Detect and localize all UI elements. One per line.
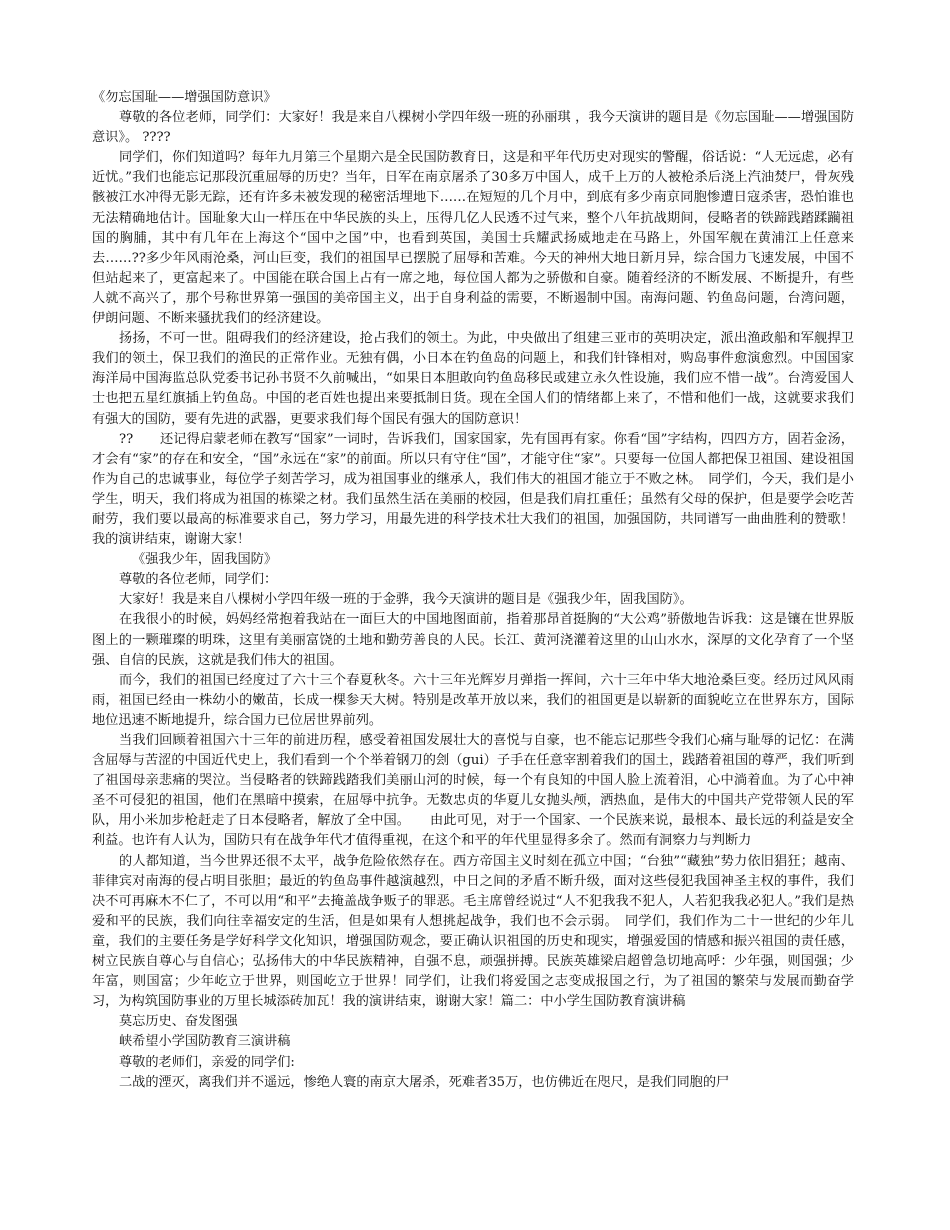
speech1-body-paragraph: 扬扬，不可一世。阻碍我们的经济建设，抢占我们的领土。为此，中央做出了组建三亚市的英明决定，派出渔政船和军舰捍卫我们的领土，保卫我们的渔民的正常作业。无独有偶，小日本在钓鱼岛的问题上，和我们针锋相对，购岛事件愈演愈烈。中国国家海洋局中国海监总队党委书记孙书贤不久前喊出，“如果日本胆敢向钓鱼岛移民或建立永久性设施，我们应不惜一战”。台湾爱国人士也把五星红旗插上钓鱼岛。中国的老百姓也提出来要抵制日货。现在全国人们的情绪都上来了，不惜和他们一战，这就要求我们有强大的国防，要有先进的武器，更要求我们每个国民有强大的国防意识！	[92, 331, 854, 427]
speech3-subtitle: 峡希望小学国防教育三演讲稿	[119, 1034, 291, 1050]
speech2-body-paragraph: 当我们回顾着祖国六十三年的前进历程，感受着祖国发展壮大的喜悦与自豪，也不能忘记那些令我们心痛与耻辱的记忆：在满含屈辱与苦涩的中国近代史上，我们看到一个个举着钢刀的刽（gui）子手在任意宰割着我们的国土，践踏着祖国的尊严，我们听到了祖国母亲悲痛的哭泣。当侵略者的铁蹄践踏我们美丽山河的时候，每一个有良知的中国人脸上流着泪，心中淌着血。为了心中神圣不可侵犯的祖国，他们在黑暗中摸索，在屈辱中抗争。无数忠贞的华夏儿女抛头颅，洒热血，是伟大的中国共产党带领人民的军队，用小米加步枪赶走了日本侵略者，解放了全中国。 由此可见，对于一个国家、一个民族来说，最根本、最长远的利益是安全利益。也许有人认为，国防只有在战争年代才值得重视，在这个和平的年代里显得多余了。然而有洞察力与判断力	[92, 733, 854, 849]
speech1-greeting-paragraph: 尊敬的各位老师，同学们：大家好！我是来自八棵树小学四年级一班的孙丽琪 ，我今天演讲的题目是《勿忘国耻——增强国防意识》。 ????	[92, 110, 854, 146]
speech2-body-paragraph: 而今，我们的祖国已经度过了六十三个春夏秋冬。六十三年光辉岁月弹指一挥间，六十三年中华大地沧桑巨变。经历过风风雨雨，祖国已经由一株幼小的嫩苗，长成一棵参天大树。特别是改革开放以来，我们的祖国更是以崭新的面貌屹立在世界东方，国际地位迅速不断地提升，综合国力已位居世界前列。	[92, 672, 854, 728]
speech2-salutation: 尊敬的各位老师，同学们：	[119, 572, 278, 588]
speech2-title: 《强我少年，固我国防》	[132, 552, 278, 568]
speech1-body-paragraph: 同学们，你们知道吗？每年九月第三个星期六是全民国防教育日，这是和平年代历史对现实的警醒，俗话说：“人无远虑，必有近忧。”我们也能忘记那段沉重屈辱的历史？当年，日军在南京屠杀了30多万中国人，成千上万的人被枪杀后浇上汽油焚尸，骨灰残骸被江水冲得无影无踪，还有许多未被发现的秘密活埋地下……在短短的几个月中，到底有多少南京同胞惨遭日寇杀害，恐怕谁也无法精确地估计。国耻象大山一样压在中华民族的头上，压得几亿人民透不过气来，整个八年抗战期间，侵略者的铁蹄践踏蹂躏祖国的胸脯，其中有几年在上海这个“国中之国”中，也看到英国，美国士兵耀武扬威地走在马路上，外国军舰在黄浦江上任意来去……??多少年风雨沧桑，河山巨变，我们的祖国早已摆脱了屈辱和苦难。今天的神州大地日新月异，综合国力飞速发展，中国不但站起来了，更富起来了。中国能在联合国上占有一席之地，每位国人都为之骄傲和自豪。随着经济的不断发展、不断提升，有些人就不高兴了，那个号称世界第一强国的美帝国主义，出于自身利益的需要，不断遏制中国。南海问题、钓鱼岛问题，台湾问题，伊朗问题、不断来骚扰我们的经济建设。	[92, 150, 854, 327]
speech2-intro-paragraph: 大家好！我是来自八棵树小学四年级一班的于金骅，我今天演讲的题目是《强我少年，固我国防》。	[119, 592, 693, 608]
speech3-body-paragraph: 二战的湮灭，离我们并不遥远，惨绝人寰的南京大屠杀，死难者35万，也仿佛近在咫尺，是我们同胞的尸	[119, 1074, 730, 1090]
speech1-title: 《勿忘国耻——增强国防意识》	[92, 90, 277, 105]
speech3-salutation: 尊敬的老师们，亲爱的同学们:	[119, 1054, 295, 1070]
speech3-title: 莫忘历史、奋发图强	[119, 1014, 238, 1030]
speech2-closing-paragraph: 的人都知道，当今世界还很不太平，战争危险依然存在。西方帝国主义时刻在孤立中国；“台独”“藏独”势力依旧猖狂；越南、菲律宾对南海的侵占明目张胆；最近的钓鱼岛事件越演越烈，中日之间的矛盾不断升级，面对这些侵犯我国神圣主权的事件，我们决不可再麻木不仁了，不可以用“和平”去掩盖战争贩子的罪恶。毛主席曾经说过“人不犯我我不犯人，人若犯我我必犯人。”我们是热爱和平的民族，我们向往幸福安定的生活，但是如果有人想挑起战争，我们也不会示弱。 同学们，我们作为二十一世纪的少年儿童，我们的主要任务是学好科学文化知识，增强国防观念，要正确认识祖国的历史和现实，增强爱国的情感和振兴祖国的责任感，树立民族自尊心与自信心；弘扬伟大的中华民族精神，自强不息，顽强拼搏。民族英雄梁启超曾急切地高呼：少年强，则国强；少年富，则国富；少年屹立于世界，则国屹立于世界！同学们，让我们将爱国之志变成报国之行，为了祖国的繁荣与发展而勤奋学习，为构筑国防事业的万里长城添砖加瓦！我的演讲结束，谢谢大家！篇二：中小学生国防教育演讲稿	[92, 853, 854, 1010]
speech2-body-paragraph: 在我很小的时候，妈妈经常抱着我站在一面巨大的中国地图面前，指着那昂首挺胸的“大公鸡”骄傲地告诉我：这是镶在世界版图上的一颗璀璨的明珠，这里有美丽富饶的土地和勤劳善良的人民。长江、黄河浇灌着这里的山山水水，深厚的文化孕育了一个坚强、自信的民族，这就是我们伟大的祖国。	[92, 612, 854, 668]
speech1-closing-paragraph: ?? 还记得启蒙老师在教写“国家”一词时，告诉我们，国家国家，先有国再有家。你看“国”字结构，四四方方，固若金汤，才会有“家”的存在和安全，“国”永远在“家”的前面。所以只有守住“国”，才能守住“家”。只要每一位国人都把保卫祖国、建设祖国作为自己的忠诚事业，每位学子刻苦学习，成为祖国事业的继承人，我们伟大的祖国才能立于不败之林。 同学们，今天，我们是小学生，明天，我们将成为祖国的栋梁之材。我们虽然生活在美丽的校园，但是我们肩扛重任；虽然有父母的保护，但是要学会吃苦耐劳，我们要以最高的标准要求自己，努力学习，用最先进的科学技术壮大我们的祖国，加强国防，共同谱写一曲曲胜利的赞歌！ 我的演讲结束，谢谢大家！	[92, 431, 854, 548]
